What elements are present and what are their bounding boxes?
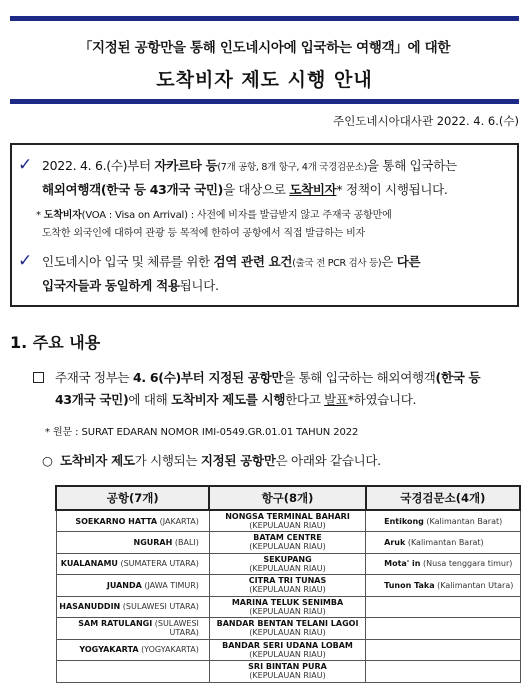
port-name: CITRA TRI TUNAS: [248, 576, 327, 586]
circle-bullet-line: [42, 451, 381, 469]
port-location: (KEPULAUAN RIAU): [249, 585, 326, 595]
port-location: (KEPULAUAN RIAU): [249, 542, 326, 552]
port-cell: [209, 596, 365, 618]
border-location: (Kalimantan Barat): [407, 537, 484, 547]
port-name: BANDAR SERI UDANA LOBAM: [222, 640, 353, 650]
port-location: (KEPULAUAN RIAU): [249, 606, 326, 616]
port-cell: [209, 661, 365, 683]
main-paragraph: [55, 367, 520, 411]
main-para-text3: 에 대해: [128, 392, 172, 407]
table-row: [56, 510, 520, 532]
check-icon: ✓: [18, 155, 33, 175]
border-cell: [366, 532, 520, 554]
notice-item1: [42, 155, 509, 201]
table-row: [56, 618, 520, 640]
table-body: [56, 510, 520, 682]
notice-item1-text4: * 정책이 시행됩니다.: [336, 182, 448, 197]
airport-location: (BALI): [174, 537, 199, 547]
airport-location: (JAKARTA): [159, 516, 199, 526]
port-location: (KEPULAUAN RIAU): [249, 649, 326, 659]
notice-note: * 도착비자(VOA : Visa on Arrival) : 사전에 비자를 발급받지 않고 주재국 공항만에 도착한 외국인에 대하여 관광 등 목적에 한하여 공항에서 직접 발급하는 비자: [36, 210, 392, 239]
notice-item2-bold3: 입국자들과 동일하게 적용: [42, 278, 180, 293]
port-name: SEKUPANG: [263, 554, 312, 564]
airport-name: HASANUDDIN: [59, 602, 121, 612]
border-name: Aruk: [384, 537, 406, 547]
main-para-bold: 4. 6(수)부터 지정된 공항만: [133, 370, 284, 385]
port-cell: [209, 639, 365, 661]
airport-location: (SUMATERA UTARA): [120, 559, 199, 569]
notice-item2-text: 인도네시아 입국 및 체류를 위한: [42, 254, 214, 269]
notice-item1-text3: 을 대상으로: [223, 182, 290, 197]
header-ports: 항구(8개): [209, 486, 365, 510]
port-name: NONGSA TERMINAL BAHARI: [225, 512, 350, 521]
notice-item2-small: (출국 전 PCR 검사 등): [292, 258, 382, 269]
airport-cell: [56, 596, 209, 618]
table-row: [56, 639, 520, 661]
notice-note-label: 도착비자: [43, 210, 82, 221]
circle-text2: 은 아래와 같습니다.: [275, 453, 381, 468]
notice-item2-bold: 검역 관련 요건: [213, 254, 293, 269]
airport-cell: [56, 639, 209, 661]
notice-box: [10, 143, 519, 307]
border-location: (Nusa tenggara timur): [423, 559, 513, 569]
airport-location: (JAWA TIMUR): [144, 580, 199, 590]
circle-bullet-icon: ○: [42, 453, 60, 468]
port-location: (KEPULAUAN RIAU): [249, 521, 326, 530]
port-location: (KEPULAUAN RIAU): [249, 628, 326, 638]
border-name: Tunon Taka: [384, 580, 435, 590]
table-row: [56, 553, 520, 575]
airport-cell: [56, 618, 209, 640]
title-box: [10, 16, 519, 104]
airport-name: KUALANAMU: [60, 559, 118, 569]
entry-points-table: [55, 485, 521, 683]
port-name: SRI BINTAN PURA: [248, 662, 327, 672]
notice-item1-target: 해외여행객(한국 등 43개국 국민): [42, 182, 224, 197]
notice-note-text2: 도착한 외국인에 대하여 관광 등 목적에 한하여 공항에서 직접 발급하는 비자: [41, 228, 366, 239]
announcement-link[interactable]: 발표: [324, 392, 348, 407]
border-location: (Kalimantan Barat): [426, 516, 503, 526]
border-location: (Kalimantan Utara): [437, 580, 514, 590]
airport-name: SOEKARNO HATTA: [75, 516, 158, 526]
airport-name: NGURAH: [133, 537, 173, 547]
border-cell: [366, 639, 520, 661]
airport-cell: [56, 575, 209, 597]
border-cell: [366, 575, 520, 597]
source-note: * 원문 : SURAT EDARAN NOMOR IMI-0549.GR.01.01 TAHUN 2022: [45, 427, 359, 438]
port-cell: [209, 553, 365, 575]
border-cell: [366, 618, 520, 640]
notice-item1-text2: 을 통해 입국하는: [366, 158, 457, 173]
page-title: 도착비자 제도 시행 안내: [156, 69, 373, 91]
port-name: BATAM CENTRE: [253, 533, 322, 543]
table-row: [56, 661, 520, 683]
main-para-bold3: 43개국 국민): [55, 392, 129, 407]
port-location: (KEPULAUAN RIAU): [249, 563, 326, 573]
port-cell: [209, 510, 365, 532]
airport-name: JUANDA: [106, 580, 142, 590]
port-cell: [209, 532, 365, 554]
airport-cell: [56, 661, 209, 683]
border-cell: [366, 510, 520, 532]
title-line1: 「지정된 공항만을 통해 인도네시아에 입국하는 여행객」에 대한: [78, 40, 451, 56]
header-airports: 공항(7개): [56, 486, 209, 510]
header-borders: 국경검문소(4개): [366, 486, 520, 510]
table-row: [56, 575, 520, 597]
airport-cell: [56, 510, 209, 532]
notice-item1-bold: 자카르타 등: [154, 158, 218, 173]
main-para-bold2: (한국 등: [435, 370, 481, 385]
circle-bold: 도착비자 제도: [59, 453, 135, 468]
notice-item2-text3: 됩니다.: [179, 278, 219, 293]
table-row: [56, 532, 520, 554]
border-cell: [366, 553, 520, 575]
notice-item2-bold2: 다른: [396, 254, 421, 269]
border-cell: [366, 661, 520, 683]
airport-cell: [56, 553, 209, 575]
port-name: BANDAR BENTAN TELANI LAGOI: [216, 619, 359, 629]
airport-location: (YOGYAKARTA): [141, 645, 199, 655]
notice-item1-small: (7개 공항, 8개 항구, 4개 국경검문소): [217, 162, 367, 173]
airport-cell: [56, 532, 209, 554]
airport-location: (SULAWESI UTARA): [154, 619, 199, 638]
airport-name: SAM RATULANGI: [78, 619, 153, 629]
notice-item1-text: 2022. 4. 6.(수)부터: [42, 158, 155, 173]
notice-item2-text2: 은: [381, 254, 397, 269]
notice-item1-visa: 도착비자: [289, 182, 337, 197]
circle-text: 가 시행되는: [134, 453, 201, 468]
main-para-text: 주재국 정부는: [55, 370, 133, 385]
port-location: (KEPULAUAN RIAU): [249, 671, 326, 681]
border-name: Entikong: [384, 516, 424, 526]
main-para-bold4: 도착비자 제도를 시행: [171, 392, 286, 407]
airport-name: YOGYAKARTA: [79, 645, 139, 655]
issuer-date: 주인도네시아대사관 2022. 4. 6.(수): [333, 114, 519, 128]
circle-bold2: 지정된 공항만: [200, 453, 276, 468]
port-cell: [209, 618, 365, 640]
section-heading: 1. 주요 내용: [10, 333, 101, 352]
check-icon: ✓: [18, 251, 33, 271]
notice-item2: [42, 251, 509, 297]
border-cell: [366, 596, 520, 618]
table-row: [56, 596, 520, 618]
port-cell: [209, 575, 365, 597]
main-para-text2: 을 통해 입국하는 해외여행객: [283, 370, 436, 385]
main-para-text4: 한다고: [285, 392, 325, 407]
port-name: MARINA TELUK SENIMBA: [231, 597, 344, 607]
main-para-text5: *하였습니다.: [347, 392, 417, 407]
square-bullet-icon: [33, 372, 44, 383]
airport-location: (SULAWESI UTARA): [122, 602, 199, 612]
notice-note-text1: (VOA : Visa on Arrival) : 사전에 비자를 발급받지 않고 주재국 공항만에: [81, 210, 392, 221]
border-name: Mota' in: [384, 559, 421, 569]
